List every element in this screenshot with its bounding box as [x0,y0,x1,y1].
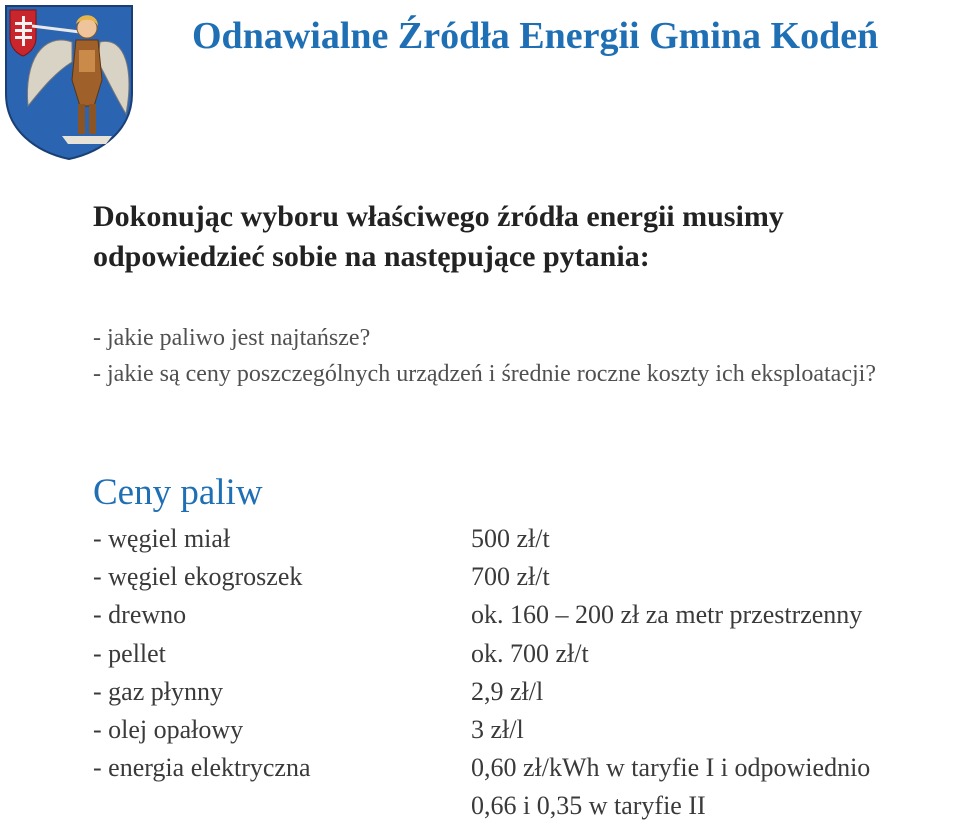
question-item: - jakie paliwo jest najtańsze? [93,325,371,351]
page-title: Odnawialne Źródła Energii Gmina Kodeń [192,15,879,57]
fuel-name: - węgiel ekogroszek [93,562,303,592]
fuel-name: - pellet [93,638,166,668]
fuel-name: - węgiel miał [93,524,231,553]
price-row [93,673,959,711]
fuel-price: ok. 700 zł/t [471,638,589,668]
fuel-price: ok. 160 – 200 zł za metr przestrzenny [471,600,863,630]
price-row [93,711,959,749]
fuel-name: - drewno [93,600,187,630]
intro-text: Dokonując wyboru właściwego źródła energii musimy odpowiedzieć sobie na następujące pytania: [93,200,784,273]
question-item: - jakie są ceny poszczególnych urządzeń i średnie roczne koszty ich eksploatacji? [93,361,876,387]
price-row [93,749,959,787]
price-row [93,558,959,596]
price-continuation: 0,66 i 0,35 w taryfie II [471,791,706,821]
price-row [93,520,959,558]
fuel-price: 500 zł/t [471,524,550,553]
fuel-price: 0,60 zł/kWh w taryfie I i odpowiednio [471,753,871,783]
fuel-price-table [93,520,959,826]
fuel-price: 2,9 zł/l [471,676,544,706]
fuel-price: 3 zł/l [471,715,524,745]
price-row [93,596,959,634]
section-heading: Ceny paliw [93,472,263,513]
fuel-name: - gaz płynny [93,676,223,706]
price-row [93,635,959,673]
coat-of-arms-icon [2,2,136,162]
fuel-name: - olej opałowy [93,715,244,745]
fuel-price: 700 zł/t [471,562,550,592]
fuel-name: - energia elektryczna [93,753,311,783]
question-list [93,320,955,392]
